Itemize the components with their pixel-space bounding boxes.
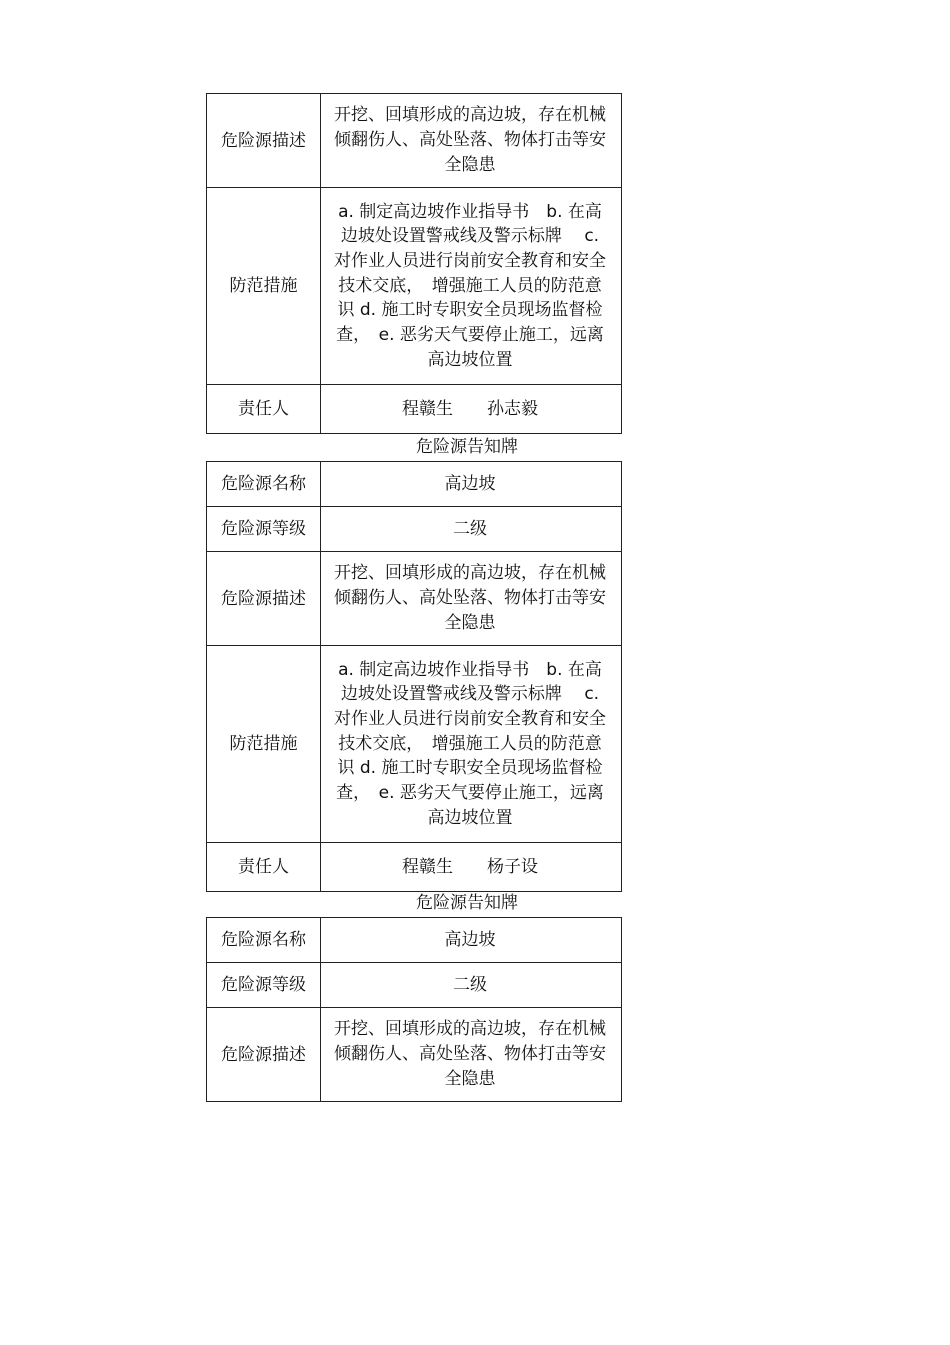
- table-row: [207, 918, 622, 963]
- row-label: 危险源等级: [207, 507, 321, 552]
- row-label: 危险源描述: [207, 94, 321, 188]
- row-label: 防范措施: [207, 646, 321, 843]
- row-label: 危险源描述: [207, 1008, 321, 1102]
- responsible-persons: [321, 843, 622, 892]
- row-value: a. 制定高边坡作业指导书 b. 在高边坡处设置警戒线及警示标牌 c. 对作业人员进行岗前安全教育和安全技术交底， 增强施工人员的防范意识 d. 施工时专职安全员现场监督检查， e. 恶劣天气要停止施工，远离高边坡位置: [321, 188, 622, 385]
- row-value: 开挖、回填形成的高边坡，存在机械倾翻伤人、高处坠落、物体打击等安全隐患: [321, 1008, 622, 1102]
- person-name: 程赣生: [402, 856, 453, 877]
- table-row: [207, 188, 622, 385]
- table-row: [207, 963, 622, 1008]
- table-row: [207, 1008, 622, 1102]
- person-name: 杨子设: [487, 856, 538, 877]
- person-name: 程赣生: [402, 398, 453, 419]
- row-label: 危险源描述: [207, 552, 321, 646]
- row-label: 危险源名称: [207, 918, 321, 963]
- row-label: 责任人: [207, 385, 321, 434]
- table-caption: 危险源告知牌: [416, 437, 518, 457]
- table-row: [207, 462, 622, 507]
- table-row: [207, 646, 622, 843]
- row-value: 高边坡: [321, 918, 622, 963]
- row-value: 高边坡: [321, 462, 622, 507]
- row-label: 责任人: [207, 843, 321, 892]
- hazard-table-2: [206, 461, 622, 892]
- row-value: 二级: [321, 507, 622, 552]
- row-label: 防范措施: [207, 188, 321, 385]
- row-value: a. 制定高边坡作业指导书 b. 在高边坡处设置警戒线及警示标牌 c. 对作业人员进行岗前安全教育和安全技术交底， 增强施工人员的防范意识 d. 施工时专职安全员现场监督检查， e. 恶劣天气要停止施工，远离高边坡位置: [321, 646, 622, 843]
- table-row: [207, 507, 622, 552]
- table-row: [207, 385, 622, 434]
- table-row: [207, 94, 622, 188]
- table-caption: 危险源告知牌: [416, 893, 518, 913]
- table-row: [207, 552, 622, 646]
- hazard-table-1: [206, 93, 622, 434]
- row-value: 开挖、回填形成的高边坡，存在机械倾翻伤人、高处坠落、物体打击等安全隐患: [321, 552, 622, 646]
- row-value: 开挖、回填形成的高边坡，存在机械倾翻伤人、高处坠落、物体打击等安全隐患: [321, 94, 622, 188]
- responsible-persons: [321, 385, 622, 434]
- hazard-table-3: [206, 917, 622, 1102]
- row-value: 二级: [321, 963, 622, 1008]
- row-label: 危险源等级: [207, 963, 321, 1008]
- row-label: 危险源名称: [207, 462, 321, 507]
- person-name: 孙志毅: [487, 398, 538, 419]
- table-row: [207, 843, 622, 892]
